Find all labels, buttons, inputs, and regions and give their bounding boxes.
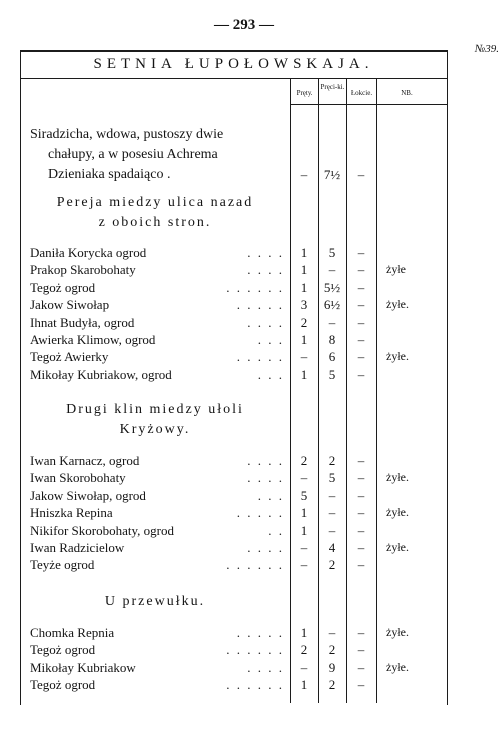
table-row [30,624,288,641]
row-lokcie: – [357,366,365,382]
row-lokcie: – [357,314,365,330]
row-name: Tegoż ogrod [30,677,96,693]
row-pretow: 1 [300,677,308,693]
row-nb: żyłe. [386,470,409,485]
row-name: Tegoż ogrod [30,279,96,295]
row-name: Awierka Klimow, ogrod [30,332,156,347]
row-leader-dots: . . . . . [236,505,284,521]
row-nb: żyłe. [386,540,409,554]
row-leader-dots: . . . . [247,314,284,330]
row-lokcie: – [357,453,365,468]
row-pretow: 1 [300,245,308,260]
row-lokcie: – [357,349,365,365]
section-1-heading-line-2: z oboich stron. [98,215,212,230]
row-nb: żyłe. [386,659,409,674]
row-leader-dots: . . [268,522,284,538]
row-lokcie: – [357,540,365,555]
row-precikow: 2 [328,557,336,573]
table-row [30,366,288,383]
page-title: SETNIA ŁUPOŁOWSKAJA. [93,56,374,72]
row-leader-dots: . . . . . [236,297,284,313]
row-precikow: 5 [328,245,336,260]
row-lokcie: – [357,297,365,313]
row-leader-dots: . . . . [247,245,284,260]
row-nb: żyłe. [386,625,409,639]
row-lokcie: – [357,487,365,503]
row-lokcie: – [357,470,365,486]
row-pretow: – [300,349,308,365]
row-pretow: 3 [300,297,308,313]
row-precikow: – [328,522,336,538]
row-pretow: 1 [300,522,308,538]
table-row [30,279,288,296]
header-bottom-rule [290,104,447,105]
row-pretow: 5 [300,487,308,503]
row-lokcie: – [357,505,365,521]
row-precikow: – [328,487,336,503]
row-pretow: 2 [300,453,308,468]
row-name: Tegoż ogrod [30,642,96,658]
row-pretow: 1 [300,366,308,382]
column-divider-1 [290,78,291,703]
row-name: Mikołay Kubriakow [30,659,136,675]
table-top-rule [20,50,447,52]
row-precikow: 5 [328,366,336,382]
column-header-precikow: Pręci-ki. [320,83,345,91]
row-precikow: – [328,262,336,278]
intro-line-3-text: Dzieniaka spadaiąco [48,167,164,182]
table-row [30,556,288,573]
row-pretow: 2 [300,642,308,658]
page-code: №39. [474,43,499,55]
row-precikow: – [328,314,336,330]
section-1-heading-line-1: Pereja miedzy ulica nazad [56,195,254,210]
title-bottom-rule [20,78,447,79]
table-row [30,659,288,676]
intro-leader-dots: . [163,167,171,182]
table-row [30,314,288,331]
row-precikow: 4 [328,540,336,555]
intro-line-2: chałupy, a w posesiu Achrema [48,147,218,162]
table-row [30,487,288,504]
row-leader-dots: . . . . . . [226,557,284,573]
table-row [30,504,288,521]
row-name: Iwan Skorobohaty [30,470,126,486]
table-row [30,469,288,486]
section-3-heading: U przewułku. [104,594,206,609]
row-lokcie: – [357,522,365,538]
row-name: Tegoż Awierky [30,349,109,365]
table-row [30,522,288,539]
section-2-heading-line-1: Drugi klin miedzy ułoli [66,402,244,417]
row-lokcie: – [357,677,365,693]
row-pretow: 1 [300,279,308,295]
column-divider-3 [346,78,347,703]
row-lokcie: – [357,642,365,658]
row-precikow: – [328,505,336,521]
row-precikow: 6½ [323,297,341,313]
row-lokcie: – [357,557,365,573]
row-pretow: 2 [300,314,308,330]
row-pretow: 1 [300,625,308,640]
row-lokcie: – [357,245,365,260]
row-name: Iwan Karnacz, ogrod [30,453,140,468]
row-leader-dots: . . . . . [236,349,284,365]
row-leader-dots: . . . . [247,262,284,278]
row-pretow: – [300,659,308,675]
table-row [30,676,288,693]
row-precikow: 2 [328,453,336,468]
intro-line-1: Siradzicha, wdowa, pustoszy dwie [30,127,224,142]
column-divider-4 [376,78,377,703]
row-pretow: 1 [300,332,308,347]
intro-lokcie: – [357,167,365,182]
row-precikow: 5 [328,470,336,486]
row-name: Daniła Korycka ogrod [30,245,147,260]
row-pretow: – [300,470,308,486]
row-lokcie: – [357,625,365,640]
column-divider-2 [318,78,319,703]
row-pretow: – [300,540,308,555]
row-precikow: – [328,625,336,640]
table-row [30,348,288,365]
row-name: Ihnat Budyła, ogrod [30,314,135,330]
table-row [30,452,288,469]
row-leader-dots: . . . . [247,453,284,468]
row-name: Jakow Siwołap, ogrod [30,487,146,503]
row-lokcie: – [357,332,365,347]
row-lokcie: – [357,279,365,295]
row-nb: żyłe. [386,505,409,520]
row-leader-dots: . . . [257,487,284,503]
row-name: Jakow Siwołap [30,297,110,313]
row-leader-dots: . . . . . . [226,642,284,658]
row-lokcie: – [357,262,365,278]
table-row [30,331,288,348]
column-header-nb: NB. [401,89,413,97]
row-pretow: 1 [300,262,308,278]
row-leader-dots: . . . [257,332,284,347]
intro-pretow: – [300,167,308,182]
table-row [30,296,288,313]
row-name: Nikifor Skorobohaty, ogrod [30,522,174,538]
row-precikow: 8 [328,332,336,347]
row-leader-dots: . . . . [247,540,284,555]
row-name: Iwan Radzicielow [30,540,125,555]
section-2-heading-line-2: Kryżowy. [119,422,191,437]
row-name: Hniszka Repina [30,505,113,521]
page-number: — 293 — [214,17,274,33]
row-lokcie: – [357,659,365,675]
column-header-pretow: Prętу. [296,89,313,97]
row-precikow: 2 [328,677,336,693]
table-right-rule [447,50,448,705]
row-leader-dots: . . . . . . [226,279,284,295]
table-row [30,244,288,261]
row-precikow: 2 [328,642,336,658]
row-name: Mikołay Kubriakow, ogrod [30,366,172,382]
row-pretow: – [300,557,308,573]
row-precikow: 5½ [323,279,341,295]
row-pretow: 1 [300,505,308,521]
row-name: Teyże ogrod [30,557,95,573]
row-leader-dots: . . . [257,366,284,382]
table-row [30,261,288,278]
row-leader-dots: . . . . . [236,625,284,640]
row-precikow: 6 [328,349,336,365]
row-nb: żyłe. [386,349,409,364]
row-precikow: 9 [328,659,336,675]
row-leader-dots: . . . . . . [226,677,284,693]
row-leader-dots: . . . . [247,659,284,675]
table-row [30,539,288,556]
intro-line-3 [48,165,170,185]
table-row [30,641,288,658]
row-name: Prakop Skarobohaty [30,262,136,278]
intro-precikow: 7½ [323,167,341,182]
row-name: Chomka Repnia [30,625,115,640]
column-header-lokcie: Łokcie. [350,89,373,97]
row-leader-dots: . . . . [247,470,284,486]
row-nb: żyłe [386,262,406,277]
row-nb: żyłe. [386,297,409,312]
